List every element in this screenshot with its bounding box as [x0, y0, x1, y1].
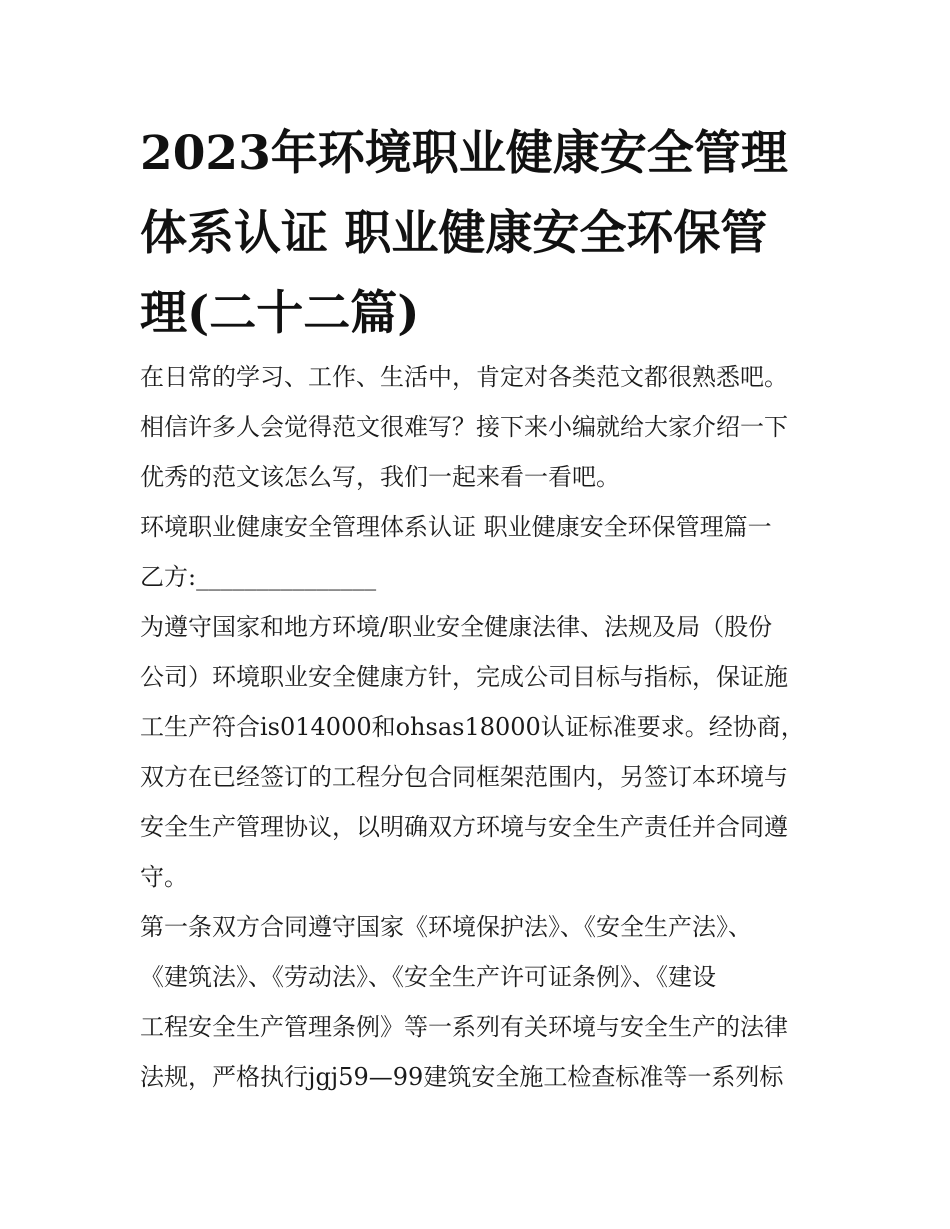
party-b-line: 乙方:_______________ — [140, 563, 377, 591]
paragraph-line: 安全生产管理协议，以明确双方环境与安全生产责任并合同遵 — [140, 813, 788, 841]
intro-line: 优秀的范文该怎么写，我们一起来看一看吧。 — [140, 463, 620, 491]
section-heading: 环境职业健康安全管理体系认证 职业健康安全环保管理篇一 — [140, 513, 772, 541]
title-line: 理(二十二篇) — [140, 286, 420, 341]
paragraph-line: 双方在已经签订的工程分包合同框架范围内，另签订本环境与 — [140, 763, 788, 791]
article-line: 《建筑法》、《劳动法》、《安全生产许可证条例》、《建设 — [140, 963, 716, 991]
article-line: 法规，严格执行jgj59—99建筑安全施工检查标准等一系列标 — [140, 1063, 784, 1091]
paragraph-line: 守。 — [140, 863, 188, 891]
document-title — [140, 114, 820, 354]
paragraph-line: 工生产符合is014000和ohsas18000认证标准要求。经协商， — [140, 713, 805, 741]
paragraph-line: 公司）环境职业安全健康方针，完成公司目标与指标，保证施 — [140, 663, 788, 691]
document-body — [140, 352, 820, 1102]
article-line: 第一条双方合同遵守国家《环境保护法》、《安全生产法》、 — [140, 913, 752, 941]
title-line: 体系认证 职业健康安全环保管 — [140, 206, 768, 261]
intro-line: 相信许多人会觉得范文很难写？接下来小编就给大家介绍一下 — [140, 413, 788, 441]
article-line: 工程安全生产管理条例》等一系列有关环境与安全生产的法律 — [140, 1013, 788, 1041]
paragraph-line: 为遵守国家和地方环境/职业安全健康法律、法规及局（股份 — [140, 613, 773, 641]
intro-line: 在日常的学习、工作、生活中，肯定对各类范文都很熟悉吧。 — [140, 363, 788, 391]
title-line: 2023年环境职业健康安全管理 — [140, 126, 788, 181]
